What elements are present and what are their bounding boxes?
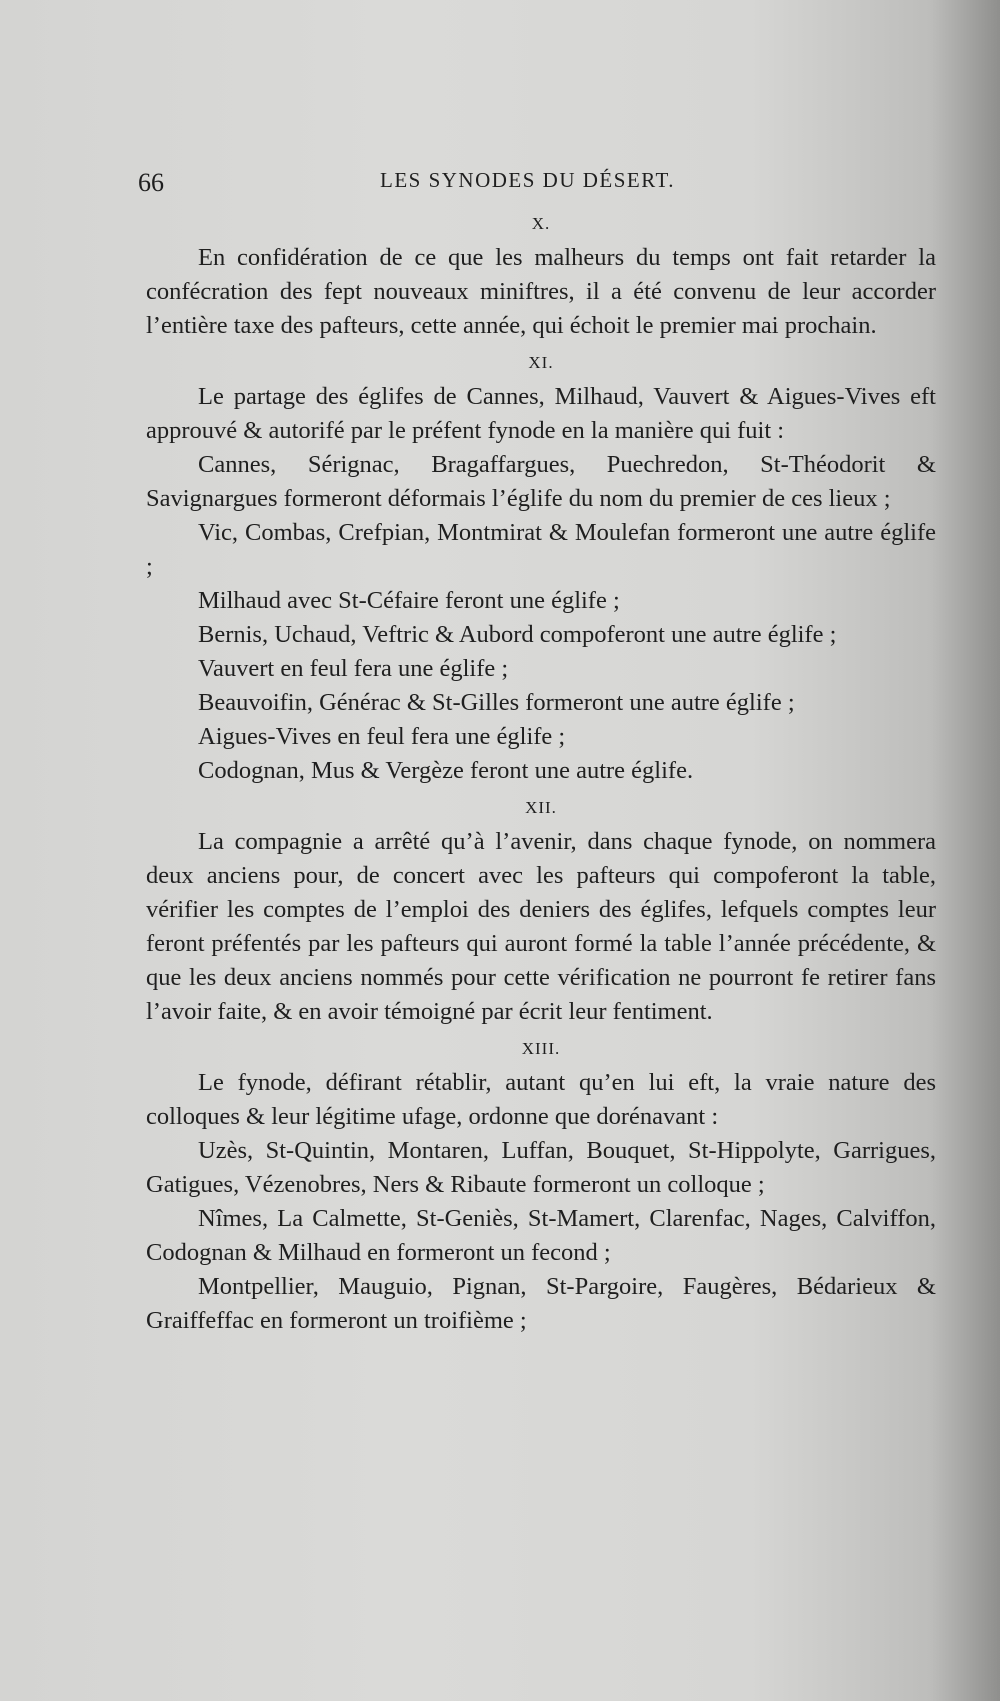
paragraph: Aigues-Vives en feul fera une églife ; [198,723,566,750]
paragraph: Bernis, Uchaud, Veftric & Aubord compoferont une autre églife ; [198,621,837,648]
page-number: 66 [138,168,164,197]
paragraph: Vic, Combas, Crefpian, Montmirat & Moulefan formeront une autre églife ; [146,519,936,580]
page-header [138,168,838,202]
paragraph: Uzès, St-Quintin, Montaren, Luffan, Bouquet, St-Hippolyte, Garrigues, Gatigues, Vézenobres, Ners & Ribaute formeront un colloque ; [146,1137,936,1198]
paragraph: Beauvoifin, Générac & St-Gilles formeront une autre églife ; [198,689,795,716]
paragraph: Vauvert en feul fera une églife ; [198,655,509,682]
section-number: XIII. [521,1039,561,1058]
section-x [146,210,936,343]
section-xiii [146,1035,936,1338]
section-xii [146,794,936,1029]
section-number: XI. [528,353,554,372]
section-xi [146,349,936,788]
paragraph: Le fynode, défirant rétablir, autant qu’en lui eft, la vraie nature des colloques & leur légitime ufage, ordonne que dorénavant : [146,1069,936,1130]
running-title: LES SYNODES DU DÉSERT. [380,168,676,192]
paragraph: Nîmes, La Calmette, St-Geniès, St-Mamert, Clarenfac, Nages, Calviffon, Codognan & Milhaud en formeront un fecond ; [146,1205,936,1266]
paragraph: Codognan, Mus & Vergèze feront une autre églife. [198,757,694,784]
paragraph: Cannes, Sérignac, Bragaffargues, Puechredon, St-Théodorit & Savignargues formeront déformais l’églife du nom du premier de ces lieux ; [146,451,936,512]
page-body [146,210,936,1338]
paragraph: La compagnie a arrêté qu’à l’avenir, dans chaque fynode, on nommera deux anciens pour, de concert avec les pafteurs qui compoferont la table, vérifier les comptes de l’emploi des deniers des églifes, lefquels comptes leur feront préfentés par les pafteurs qui auront formé la table l’année précédente, & que les deux anciens nommés pour cette vérification ne pourront fe retirer fans l’avoir faite, & en avoir témoigné par écrit leur fentiment. [146,828,936,1025]
paragraph: Milhaud avec St-Céfaire feront une églife ; [198,587,620,614]
paragraph: Montpellier, Mauguio, Pignan, St-Pargoire, Faugères, Bédarieux & Graiffeffac en formeront un troifième ; [146,1273,936,1334]
paragraph: Le partage des églifes de Cannes, Milhaud, Vauvert & Aigues-Vives eft approuvé & autorifé par le préfent fynode en la manière qui fuit : [146,383,936,444]
section-number: X. [531,214,551,233]
section-number: XII. [525,798,557,817]
paragraph: En confidération de ce que les malheurs du temps ont fait retarder la confécration des fept nouveaux miniftres, il a été convenu de leur accorder l’entière taxe des pafteurs, cette année, qui échoit le premier mai prochain. [146,244,936,339]
